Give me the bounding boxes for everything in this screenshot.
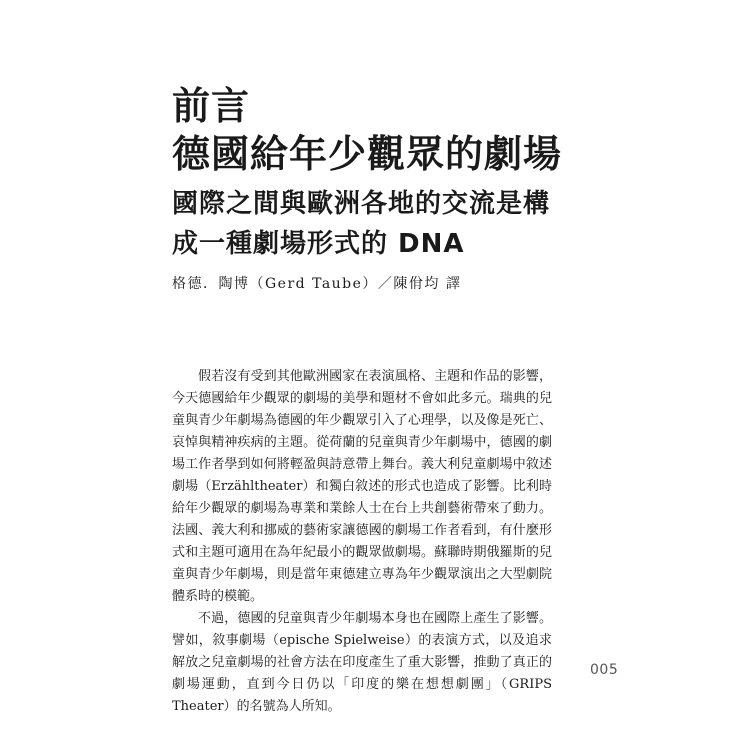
subtitle bbox=[172, 184, 592, 264]
paragraph-1: 假若沒有受到其他歐洲國家在表演風格、主題和作品的影響，今天德國給年少觀眾的劇場的美學和題材不會如此多元。瑞典的兒童與青少年劇場為德國的年少觀眾引入了心理學，以及像是死亡、哀悼與精神疾病的主題。從荷蘭的兒童與青少年劇場中，德國的劇場工作者學到如何將輕盈與詩意帶上舞台。義大利兒童劇場中敘述劇場（Erzähltheater）和獨白敘述的形式也造成了影響。比利時給年少觀眾的劇場為專業和業餘人士在台上共創藝術帶來了動力。法國、義大利和挪威的藝術家讓德國的劇場工作者看到，有什麼形式和主題可適用在為年紀最小的觀眾做劇場。蘇聯時期俄羅斯的兒童與青少年劇場，則是當年東德建立專為年少觀眾演出之大型劇院體系時的模範。 bbox=[172, 369, 552, 604]
author-byline: 格德．陶博（Gerd Taube）／陳佾均 譯 bbox=[172, 276, 462, 292]
body-text bbox=[172, 366, 552, 718]
subtitle-line-2: 成一種劇場形式的 DNA bbox=[172, 229, 465, 259]
chapter-heading bbox=[172, 82, 592, 264]
title-line-1: 前言 bbox=[172, 84, 251, 128]
paragraph-2: 不過，德國的兒童與青少年劇場本身也在國際上產生了影響。譬如，敘事劇場（epische Spielweise）的表演方式，以及追求解放之兒童劇場的社會方法在印度產生了重大影響，推動了真正的劇場運動，直到今日仍以「印度的樂在想想劇團」（GRIPS Theater）的名號為人所知。 bbox=[172, 611, 552, 714]
subtitle-line-1: 國際之間與歐洲各地的交流是構 bbox=[172, 189, 551, 219]
page-number: 005 bbox=[590, 662, 619, 678]
title-line-2: 德國給年少觀眾的劇場 bbox=[172, 132, 563, 176]
